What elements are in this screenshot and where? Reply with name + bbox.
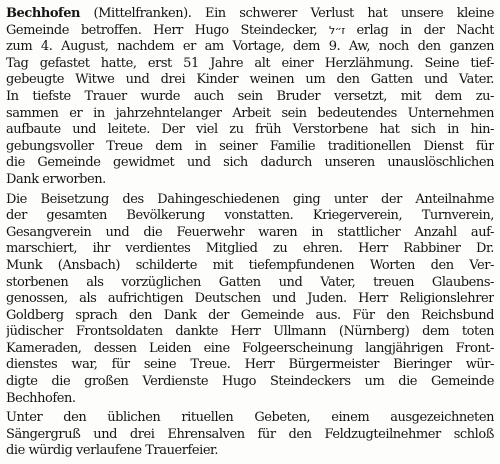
text-line [6,89,494,106]
text-run: Goldberg sprach den Dank der Gemeinde aus. Für den Reichsbund [6,307,494,323]
text-run: Munk (Ansbach) schilderte mit tiefempfundenen Worten den Ver- [6,257,494,273]
text-line [6,172,494,189]
text-line [6,324,494,341]
text-line [6,39,494,56]
text-run: Die Beisetzung des Dahingeschiedenen ging unter der Anteilnahme [6,191,494,207]
text-run: Unter den üblichen rituellen Gebeten, einem ausgezeichneten [6,410,494,426]
text-line [6,225,494,242]
text-run: aufbaute und leitete. Der viel zu früh Verstorbene hat sich in hin- [6,122,494,138]
text-line [6,155,494,172]
text-run: storbenen als vorzüglichen Gatten und Vater, treuen Glaubens- [6,274,494,290]
text-line [6,106,494,123]
text-run: Kameraden, dessen Leiden eine Folgeerscheinung langjährigen Front- [6,340,494,356]
article-paragraph [6,410,494,460]
text-line [6,291,494,308]
text-line [6,122,494,139]
text-line [6,443,494,460]
text-run: die würdig verlaufene Trauerfeier. [6,443,219,459]
text-run: gebungsvoller Treue dem in seiner Familie traditionellen Dienst für [6,138,494,154]
text-run: zum 4. August, nachdem er am Vortage, dem 9. Aw, noch den ganzen [6,39,494,55]
text-run: Bechhofen. [6,390,76,406]
place-name: Bechhofen [6,6,81,21]
text-line [6,6,494,23]
text-run: jüdischer Frontsoldaten dankte Herr Ullmann (Nürnberg) dem toten [6,324,494,340]
hebrew-abbreviation: ז״ל [328,23,345,37]
text-run: Dank erworben. [6,171,106,187]
text-line [6,192,494,209]
text-run: die Gemeinde gewidmet und sich dadurch unseren unauslöschlichen [6,155,494,171]
text-line [6,72,494,89]
text-line [6,56,494,73]
text-run: Gesangverein und die Feuerwehr waren in stattlicher Anzahl auf- [6,224,494,240]
text-run: Tag gefastet hatte, erst 51 Jahre alt einer Herzlähmung. Seine tief- [6,55,494,71]
text-line [6,410,494,427]
text-line [6,258,494,275]
text-run: marschiert, ihr verdientes Mitglied zu ehren. Herr Rabbiner Dr. [6,241,494,257]
text-line [6,308,494,325]
text-line [6,139,494,156]
text-line [6,208,494,225]
text-run: (Mittelfranken). Ein schwerer Verlust hat unsere kleine [80,6,494,21]
text-line [6,275,494,292]
text-run: In tiefste Trauer wurde auch sein Bruder versetzt, mit dem zu- [6,88,494,104]
text-run: Gemeinde betroffen. Herr Hugo Steindecker, [6,22,329,38]
obituary-article [6,6,494,460]
text-line [6,374,494,391]
text-run: digte die großen Verdienste Hugo Steindeckers um die Gemeinde [6,374,494,390]
article-paragraph [6,6,494,189]
text-run: erlag in der Nacht [344,22,494,38]
text-run: genossen, als aufrichtigen Deutschen und Juden. Herr Religionslehrer [6,291,494,307]
text-line [6,23,494,40]
text-line [6,357,494,374]
text-run: dienstes war, für seine Treue. Herr Bürgermeister Bieringer wür- [6,357,494,373]
text-run: gebeugte Witwe und drei Kinder weinen um den Gatten und Vater. [6,72,494,88]
text-run: Sängergruß und drei Ehrensalven für den Feldzugteilnehmer schloß [6,426,494,442]
text-line [6,427,494,444]
text-run: sammen er in jahrzehntelanger Arbeit sein bedeutendes Unternehmen [6,105,494,121]
text-line [6,391,494,408]
text-line [6,241,494,258]
text-line [6,341,494,358]
article-paragraph [6,192,494,408]
text-run: der gesamten Bevölkerung vonstatten. Kriegerverein, Turnverein, [6,208,494,224]
